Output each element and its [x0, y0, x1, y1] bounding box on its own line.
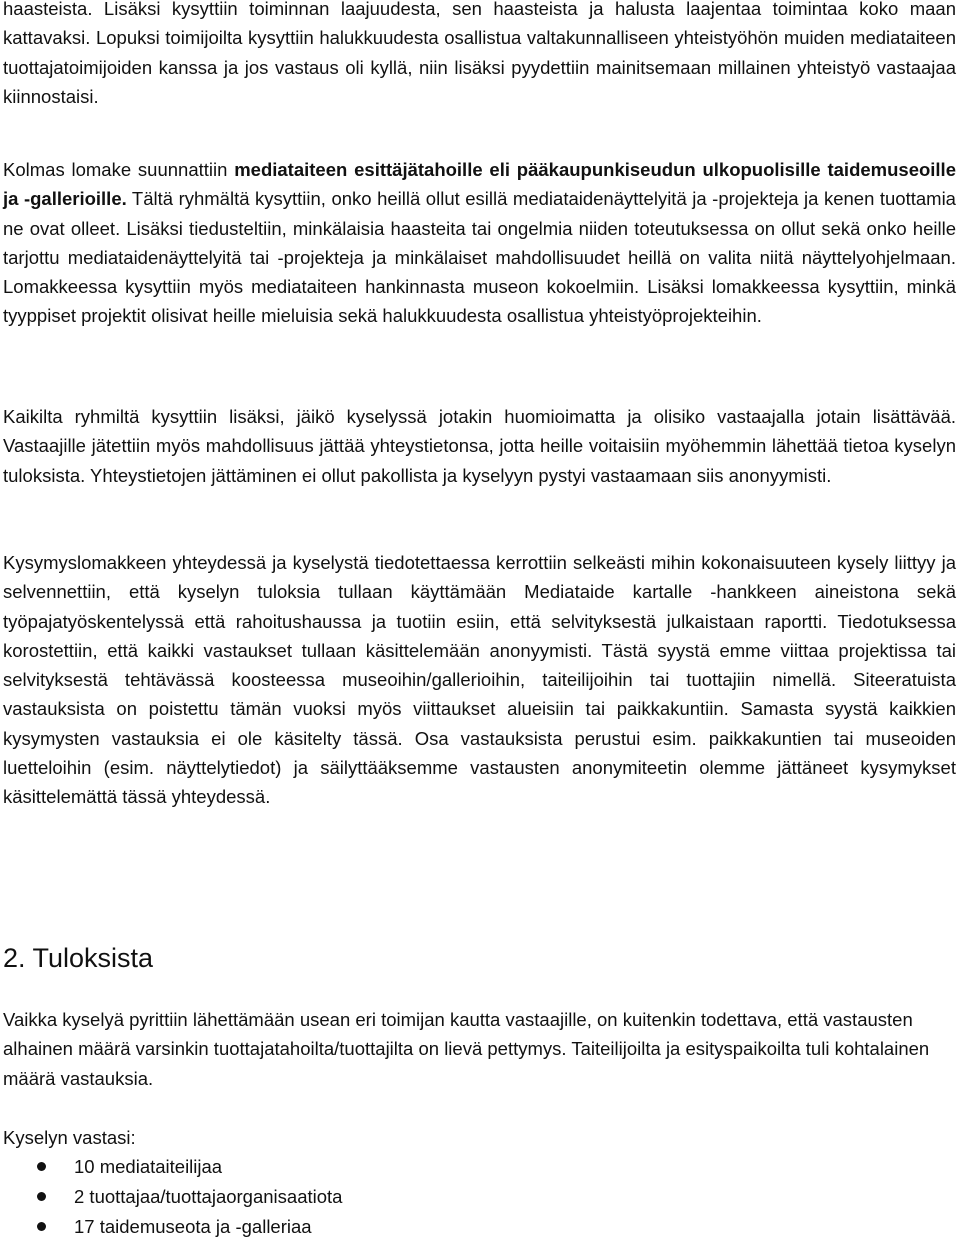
third-form-intro: Kolmas lomake suunnattiin	[3, 159, 235, 180]
list-item-text: 17 taidemuseota ja -galleriaa	[74, 1215, 312, 1237]
list-item	[3, 1152, 342, 1182]
respondents-list	[3, 1152, 342, 1241]
third-form-details: Tältä ryhmältä kysyttiin, onko heillä ollut esillä mediataidenäyttelyitä ja -projekteja ja kenen tuottamia ne ovat olleet. Lisäksi tiedusteltiin, minkälaisia haasteita tai ongelmia niiden toteutuksessa on ollut sekä onko heille tarjottu mediataidenäyttelyitä tai -projekteja ja minkälaiset mahdollisuudet heillä on valita niitä näyttelyohjelmaan. Lomakkeessa kysyttiin myös mediataiteen hankinnasta museon kokoelmiin. Lisäksi lomakkeessa kysyttiin, minkä tyyppiset projektit olisivat heille mieluisia sekä halukkuudesta osallistua yhteistyöprojekteihin.	[3, 188, 956, 327]
list-item-text: 10 mediataiteilijaa	[74, 1156, 223, 1177]
list-item	[3, 1182, 342, 1212]
list-item	[3, 1212, 342, 1241]
section-heading: 2. Tuloksista	[3, 943, 154, 973]
list-item-text: 2 tuottajaa/tuottajaorganisaatiota	[74, 1185, 343, 1207]
bullet-icon	[37, 1162, 46, 1171]
bullet-icon	[37, 1222, 46, 1231]
paragraph-survey-scope: haasteista. Lisäksi kysyttiin toiminnan laajuudesta, sen haasteista ja halusta laajentaa toimintaa koko maan kattavaksi. Lopuksi toimijoilta kysyttiin halukkuudesta osallistua valtakunnalliseen yhteistyöhön muiden mediataiteen tuottajatoimijoiden kanssa ja jos vastaus oli kyllä, niin lisäksi pyydettiin mainitsemaan millainen yhteistyö vastaajaa kiinnostaisi.	[3, 0, 956, 107]
paragraph-all-groups: Kaikilta ryhmiltä kysyttiin lisäksi, jäikö kyselyssä jotakin huomioimatta ja olisiko vastaajalla jotain lisättävää. Vastaajille jätettiin myös mahdollisuus jättää yhteystietonsa, jotta heille voitaisiin myöhemmin lähettää tietoa kyselyn tuloksista. Yhteystietojen jättäminen ei ollut pakollista ja kyselyyn pystyi vastaamaan siis anonyymisti.	[3, 406, 956, 486]
bullet-icon	[37, 1192, 46, 1201]
paragraph-respondents-intro: Kyselyn vastasi:	[3, 1127, 136, 1148]
paragraph-anonymity: Kysymyslomakkeen yhteydessä ja kyselystä tiedotettaessa kerrottiin selkeästi mihin kokonaisuuteen kysely liittyy ja selvennettiin, että kyselyn tuloksia tullaan käyttämään Mediataide kartalle -hankkeen aineistona sekä työpajatyöskentelyssä että rahoitushaussa ja tuotiin esiin, että selvityksestä julkaistaan raportti. Tiedotuksessa korostettiin, että kaikki vastaukset tullaan käsittelemään anonyymisti. Tästä syystä emme viittaa projektissa tai selvityksestä tehtävässä koosteessa museoihin/gallerioihin, taiteilijoihin tai tuottajiin nimellä. Siteeratuista vastauksista on poistettu tämän vuoksi myös viittaukset alueisiin tai paikkakuntiin. Samasta syystä kaikkien kysymysten vastauksia ei ole käsitelty tässä. Osa vastauksista perustui esim. paikkakuntien tai museoiden luetteloihin (esim. näyttelytiedot) ja säilyttääksemme vastausten anonymiteetin olemme jättäneet kysymykset käsittelemättä tässä yhteydessä.	[3, 552, 956, 808]
paragraph-response-rate: Vaikka kyselyä pyrittiin lähettämään usean eri toimijan kautta vastaajille, on kuitenkin todettava, että vastausten alhainen määrä varsinkin tuottajatahoilta/tuottajilta on lievä pettymys. Taiteilijoilta ja esityspaikoilta tuli kohtalainen määrä vastauksia.	[3, 1009, 930, 1089]
third-form-target-group: mediataiteen esittäjätahoille eli pääkaupunkiseudun ulkopuolisille taidemuseoille ja -gallerioille.	[3, 159, 956, 210]
paragraph-third-form	[3, 155, 956, 331]
